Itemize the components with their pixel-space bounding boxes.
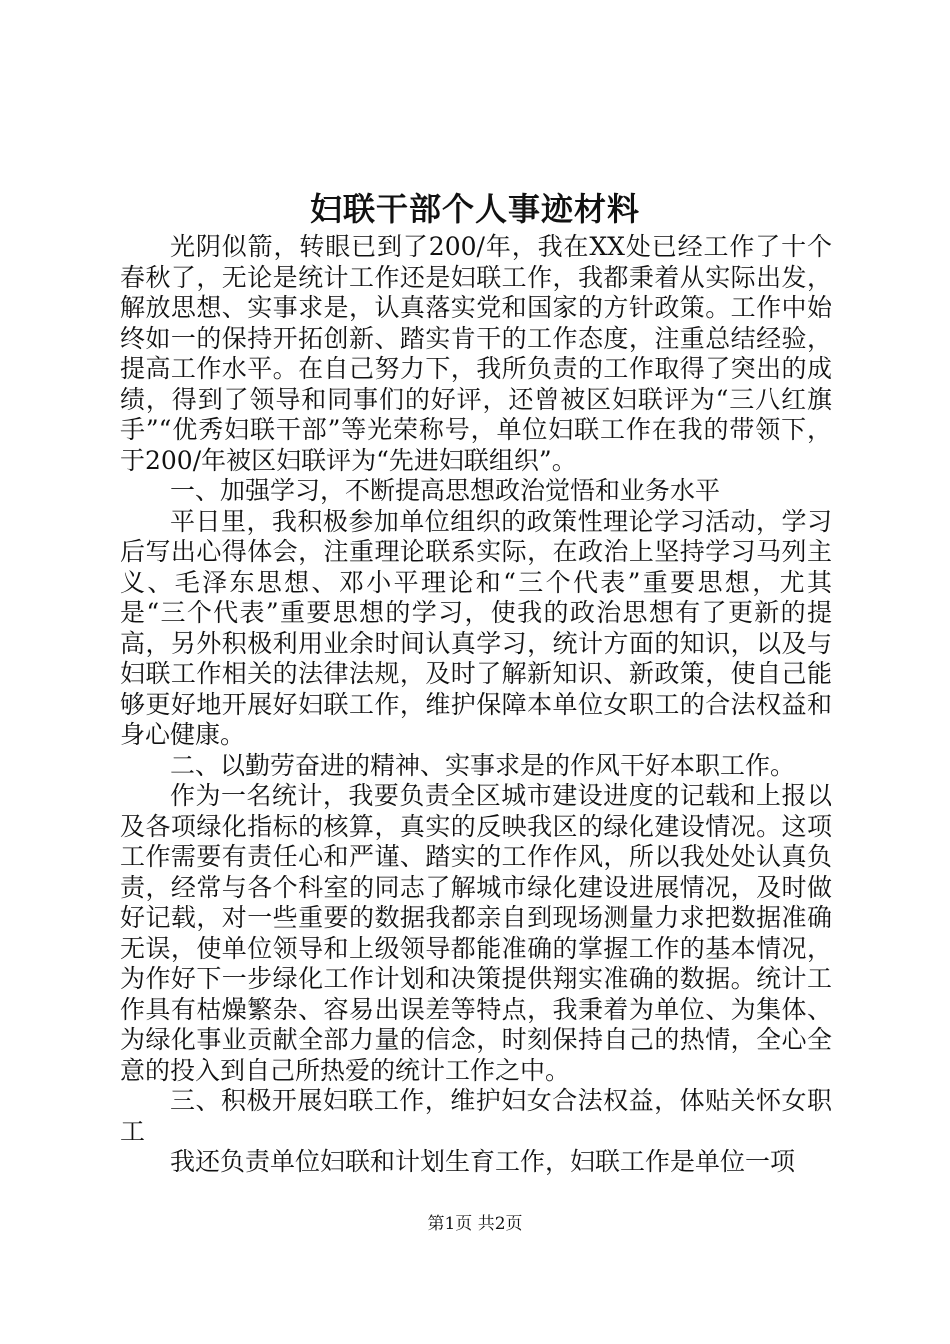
paragraph-section-3: 我还负责单位妇联和计划生育工作，妇联工作是单位一项 xyxy=(170,1147,796,1176)
section-heading-2: 二、以勤劳奋进的精神、实事求是的作风干好本职工作。 xyxy=(170,750,796,780)
document-title: 妇联干部个人事迹材料 xyxy=(309,190,640,228)
paragraph-section-2: 作为一名统计，我要负责全区城市建设进度的记载和上报以及各项绿化指标的核算，真实的反映我区的绿化建设情况。这项工作需要有责任心和严谨、踏实的工作作风，所以我处处认真负责，经常与各个科室的同志了解城市绿化建设进展情况，及时做好记载，对一些重要的数据我都亲自到现场测量力求把数据准确无误，使单位领导和上级领导都能准确的掌握工作的基本情况，为作好下一步绿化工作计划和决策提供翔实准确的数据。统计工作具有枯燥繁杂、容易出误差等特点，我秉着为单位、为集体、为绿化事业贡献全部力量的信念，时刻保持自己的热情，全心全意的投入到自己所热爱的统计工作之中。 xyxy=(120,781,832,1085)
paragraph-intro: 光阴似箭，转眼已到了200/年，我在XX处已经工作了十个春秋了，无论是统计工作还是妇联工作，我都秉着从实际出发，解放思想、实事求是，认真落实党和国家的方针政策。工作中始终如一的保持开拓创新、踏实肯干的工作态度，注重总结经验，提高工作水平。在自己努力下，我所负责的工作取得了突出的成绩，得到了领导和同事们的好评，还曾被区妇联评为“三八红旗手”“优秀妇联干部”等光荣称号，单位妇联工作在我的带领下，于200/年被区妇联评为“先进妇联组织”。 xyxy=(120,232,832,475)
paragraph-section-1: 平日里，我积极参加单位组织的政策性理论学习活动，学习后写出心得体会，注重理论联系实际，在政治上坚持学习马列主义、毛泽东思想、邓小平理论和“三个代表”重要思想，尤其是“三个代表”重要思想的学习，使我的政治思想有了更新的提高，另外积极利用业余时间认真学习，统计方面的知识，以及与妇联工作相关的法律法规，及时了解新知识、新政策，使自己能够更好地开展好妇联工作，维护保障本单位女职工的合法权益和身心健康。 xyxy=(120,506,832,749)
section-heading-1: 一、加强学习，不断提高思想政治觉悟和业务水平 xyxy=(170,476,721,505)
page-footer: 第1页 共2页 xyxy=(427,1214,523,1234)
document-body xyxy=(120,232,832,1178)
section-heading-3: 三、积极开展妇联工作，维护妇女合法权益，体贴关怀女职工 xyxy=(120,1086,832,1146)
